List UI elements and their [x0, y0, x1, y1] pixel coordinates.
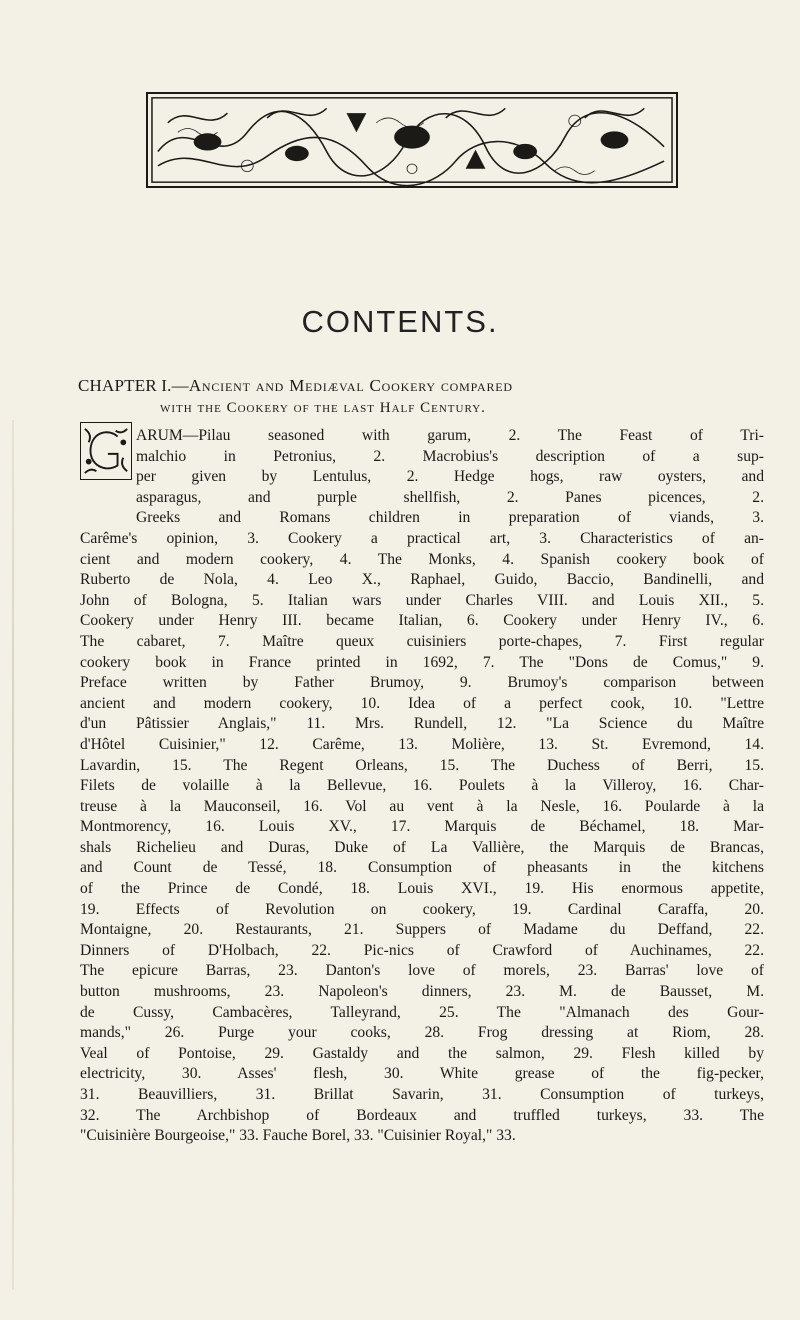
text-line: Dinners of D'Holbach, 22. Pic-nics of Crawford of Auchinames, 22. [80, 941, 764, 959]
text-line: ARUM—Pilau seasoned with garum, 2. The Feast of Tri- [136, 427, 764, 444]
text-line: Carême's opinion, 3. Cookery a practical art, 3. Characteristics of an- [80, 529, 764, 547]
text-line: Filets de volaille à la Bellevue, 16. Poulets à la Villeroy, 16. Char- [80, 777, 764, 795]
headpiece-engraving [148, 94, 676, 186]
ornamental-headpiece [146, 92, 678, 188]
chapter-heading [78, 376, 758, 396]
text-line: mands," 26. Purge your cooks, 28. Frog dressing at Riom, 28. [80, 1024, 764, 1042]
text-line: Montmorency, 16. Louis XV., 17. Marquis de Béchamel, 18. Mar- [80, 818, 764, 836]
text-line: of the Prince de Condé, 18. Louis XVI., 19. His enormous appetite, [80, 880, 764, 898]
page-edge-shadow [12, 420, 14, 1290]
text-line: Ruberto de Nola, 4. Leo X., Raphael, Guido, Baccio, Bandinelli, and [80, 571, 764, 589]
text-line: Montaigne, 20. Restaurants, 21. Suppers of Madame du Deffand, 22. [80, 921, 764, 939]
text-line: John of Bologna, 5. Italian wars under Charles VIII. and Louis XII., 5. [80, 591, 764, 609]
text-line: 31. Beauvilliers, 31. Brillat Savarin, 31. Consumption of turkeys, [80, 1086, 764, 1103]
text-line: button mushrooms, 23. Napoleon's dinners, 23. M. de Bausset, M. [80, 983, 764, 1001]
text-line: 32. The Archbishop of Bordeaux and truffled turkeys, 33. The [80, 1106, 764, 1124]
text-line: de Cussy, Cambacères, Talleyrand, 25. The "Almanach des Gour- [80, 1003, 764, 1021]
text-line: and Count de Tessé, 18. Consumption of pheasants in the kitchens [80, 859, 764, 877]
text-line: Preface written by Father Brumoy, 9. Brumoy's comparison between [80, 674, 764, 692]
chapter-heading-part1: Ancient and Mediæval Cookery compared [188, 376, 513, 395]
text-line: The cabaret, 7. Maître queux cuisiniers porte-chapes, 7. First regular [80, 632, 764, 650]
text-line: shals Richelieu and Duras, Duke of La Vallière, the Marquis de Brancas, [80, 838, 764, 856]
text-line: Greeks and Romans children in preparation of viands, 3. [136, 509, 764, 527]
text-line: cient and modern cookery, 4. The Monks, 4. Spanish cookery book of [80, 550, 764, 568]
chapter-heading-continued: with the Cookery of the last Half Century. [160, 400, 486, 416]
text-line: Veal of Pontoise, 29. Gastaldy and the salmon, 29. Flesh killed by [80, 1044, 764, 1062]
text-line: electricity, 30. Asses' flesh, 30. White grease of the fig-pecker, [80, 1065, 764, 1083]
text-line: treuse à la Mauconseil, 16. Vol au vent à la Nesle, 16. Poularde à la [80, 797, 764, 815]
text-line: Lavardin, 15. The Regent Orleans, 15. The Duchess of Berri, 15. [80, 756, 764, 774]
text-line: cookery book in France printed in 1692, 7. The "Dons de Comus," 9. [80, 653, 764, 671]
text-line: 19. Effects of Revolution on cookery, 19. Cardinal Caraffa, 20. [80, 900, 764, 918]
text-line: d'un Pâtissier Anglais," 11. Mrs. Rundell, 12. "La Science du Maître [80, 715, 764, 733]
chapter-dash: — [171, 376, 189, 395]
text-line: ancient and modern cookery, 10. Idea of a perfect cook, 10. "Lettre [80, 694, 764, 712]
text-line: The epicure Barras, 23. Danton's love of morels, 23. Barras' love of [80, 962, 764, 980]
text-line: d'Hôtel Cuisinier," 12. Carême, 13. Molière, 13. St. Evremond, 14. [80, 735, 764, 753]
text-line: Cookery under Henry III. became Italian, 6. Cookery under Henry IV., 6. [80, 612, 764, 630]
chapter-label: CHAPTER I. [78, 376, 172, 395]
text-line: per given by Lentulus, 2. Hedge hogs, raw oysters, and [136, 468, 764, 486]
chapter-contents-paragraph [80, 426, 764, 1147]
text-line: malchio in Petronius, 2. Macrobius's description of a sup- [136, 447, 764, 465]
page-title: CONTENTS. [301, 304, 499, 339]
text-line: "Cuisinière Bourgeoise," 33. Fauche Borel, 33. "Cuisinier Royal," 33. [80, 1127, 516, 1145]
text-line: asparagus, and purple shellfish, 2. Panes picences, 2. [136, 488, 764, 506]
